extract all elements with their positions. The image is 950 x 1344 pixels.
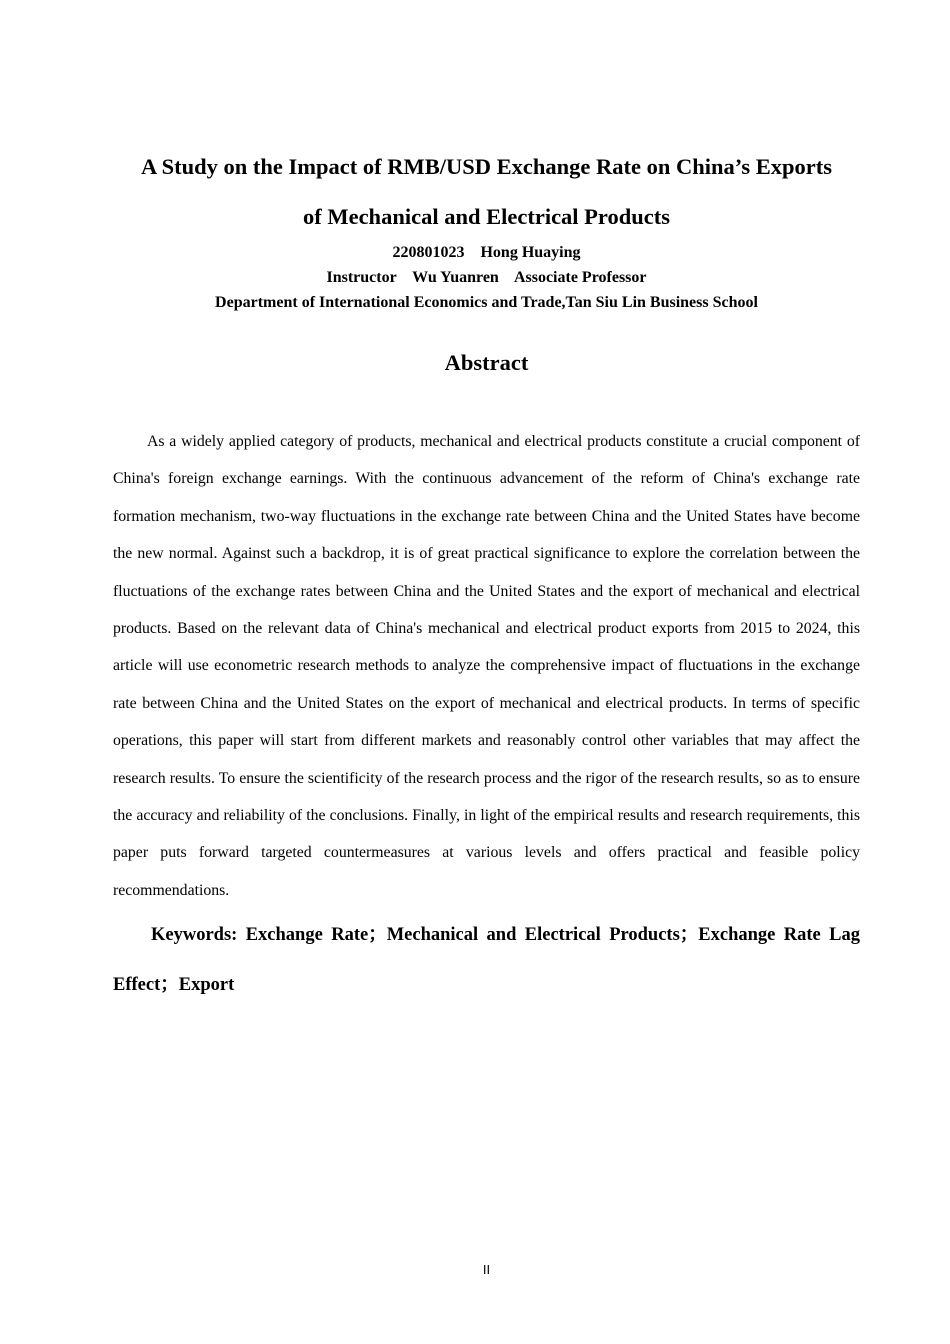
abstract-body: As a widely applied category of products, mechanical and electrical products constitute a crucial component of China's foreign exchange earnings. With the continuous advancement of the reform of China's exchange rate formation mechanism, two-way fluctuations in the exchange rate between China and the United States have become the new normal. Against such a backdrop, it is of great practical significance to explore the correlation between the fluctuations of the exchange rates between China and the United States and the export of mechanical and electrical products. Based on the relevant data of China's mechanical and electrical product exports from 2015 to 2024, this article will use econometric research methods to analyze the comprehensive impact of fluctuations in the exchange rate between China and the United States on the export of mechanical and electrical products. In terms of specific operations, this paper will start from different markets and reasonably control other variables that may affect the research results. To ensure the scientificity of the research process and the rigor of the research results, so as to ensure the accuracy and reliability of the conclusions. Finally, in light of the empirical results and research requirements, this paper puts forward targeted countermeasures at various levels and offers practical and feasible policy recommendations. — [113, 433, 860, 899]
instructor-line: Instructor Wu Yuanren Associate Professor — [326, 269, 647, 286]
page-number: II — [482, 1262, 491, 1277]
department-line: Department of International Economics and Trade,Tan Siu Lin Business School — [215, 294, 758, 311]
abstract-heading: Abstract — [444, 350, 529, 375]
paper-title-line-2: of Mechanical and Electrical Products — [302, 204, 671, 229]
keywords: Keywords: Exchange Rate；Mechanical and Electrical Products；Exchange Rate Lag Effect；Export — [113, 925, 860, 995]
paper-title-line-1: A Study on the Impact of RMB/USD Exchange Rate on China’s Exports — [140, 154, 833, 179]
author-line: 220801023 Hong Huaying — [392, 244, 581, 261]
